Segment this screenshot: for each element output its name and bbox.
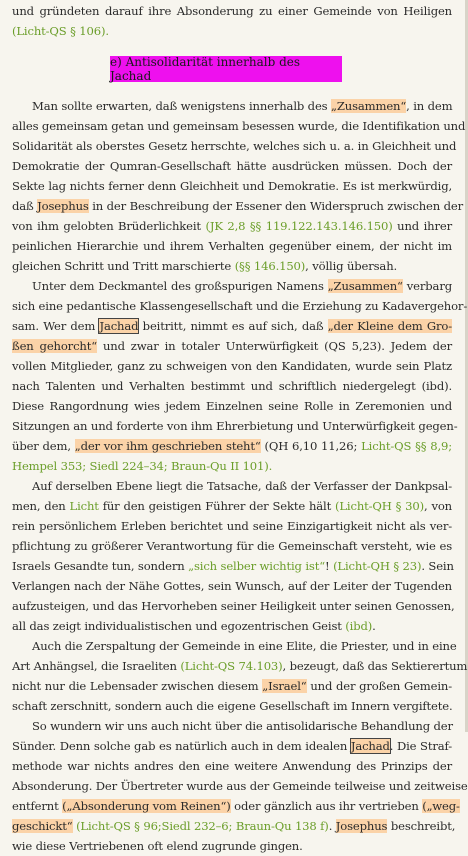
text-segment: Unter dem Deckmantel des großspurigen Namens [32, 279, 328, 293]
text-segment: nicht nur die Lebensader zwischen diesem [12, 679, 263, 693]
text-line [12, 736, 452, 756]
citation-reference: Licht-QS §§ 8,9; [361, 439, 452, 453]
text-segment: Diese Rangordnung wies jedem Einzelnen seine Rolle in Zeremonien und [12, 399, 452, 413]
text-segment: und gründeten darauf ihre Absonderung zu einer Gemeinde von Heiligen [12, 4, 452, 18]
text-line [12, 396, 452, 416]
text-segment: aufzusteigen, und das Hervorheben seiner Heiligkeit unter seinen Genossen, [12, 599, 455, 613]
intro-paragraph [12, 0, 452, 41]
text-segment: ! [325, 559, 334, 573]
text-segment: Sekte lag nichts ferner denn Gleichheit und Demokratie. Es ist merkwürdig, [12, 179, 452, 193]
text-segment: sich eine pedantische Klassengesellschaft und die Erziehung zu Kadavergehor- [12, 299, 468, 313]
text-segment: Sitzungen an und forderte von ihm Ehrerbietung und Unterwürfigkeit gegen- [12, 419, 458, 433]
text-segment: Sünder. Denn solche gab es natürlich auch in dem idealen [12, 739, 351, 753]
text-segment: daß [12, 199, 38, 213]
text-line [12, 796, 460, 816]
text-segment: all das zeigt individualistischen und egozentrischen Geist [12, 619, 346, 633]
text-segment: , bezeugt, daß das Sektierertum [282, 659, 468, 673]
citation-reference: Hempel 353; Siedl 224–34; Braun-Qu II 101). [12, 459, 273, 473]
text-segment: . Die Straf- [389, 739, 452, 753]
citation-reference: (Licht-QH § 30) [335, 499, 425, 513]
text-line [12, 656, 468, 676]
text-segment: , völlig übersah. [305, 259, 398, 273]
text-line [12, 216, 452, 236]
text-line [12, 256, 452, 276]
section-heading-text: e) Antisolidarität innerhalb des Jachad [110, 55, 301, 83]
text-segment: und der großen Gemein- [306, 679, 452, 693]
text-line [12, 776, 468, 796]
text-line [12, 616, 452, 636]
text-segment: . [328, 819, 336, 833]
text-line [12, 96, 452, 116]
highlighted-term: „Zusammen“ [327, 279, 403, 293]
text-segment: Demokratie der Qumran-Gesellschaft hätte ausdrücken müssen. Doch der [12, 159, 452, 173]
text-segment: Man sollte erwarten, daß wenigstens innerhalb des [32, 99, 331, 113]
text-segment: nach Talenten und Verhalten bestimmt und schriftlich niedergelegt (ibd). [12, 379, 452, 393]
highlighted-term: geschickt“ [12, 819, 73, 833]
text-line [12, 21, 452, 41]
highlighted-term: („weg- [422, 799, 460, 813]
text-segment: . Sein [421, 559, 454, 573]
text-segment: peinlichen Hierarchie und ihrem Verhalten gegenüber einem, der nicht im [12, 239, 452, 253]
highlighted-term: „Israel“ [262, 679, 307, 693]
highlighted-term: ßen gehorcht“ [12, 339, 98, 353]
highlighted-term: Jachad [99, 319, 139, 333]
text-segment: beitritt, nimmt es auf sich, daß [138, 319, 328, 333]
text-line [12, 696, 452, 716]
text-line [12, 716, 452, 736]
text-segment: , in dem [406, 99, 453, 113]
highlighted-term: Josephus [37, 199, 89, 213]
text-segment: oder gänzlich aus ihr vertrieben [230, 799, 423, 813]
highlighted-term: „der Kleine dem Gro- [327, 319, 452, 333]
text-line [12, 156, 452, 176]
citation-reference: Licht [69, 499, 99, 513]
text-line [12, 376, 452, 396]
text-segment: über dem, [12, 439, 75, 453]
text-segment: Absonderung. Der Übertreter wurde aus der Gemeinde teilweise und zeitweise [12, 779, 468, 793]
citation-reference: (Licht-QS § 106). [12, 24, 109, 38]
highlighted-term: („Absonderung vom Reinen“) [62, 799, 231, 813]
text-line [12, 756, 452, 776]
text-segment: rein persönlichem Erleben berichtet und seine Einzigartigkeit nicht als ver- [12, 519, 452, 533]
highlighted-term: „Zusammen“ [331, 99, 407, 113]
text-line [12, 596, 455, 616]
highlighted-term: Jachad [350, 739, 390, 753]
text-line [12, 196, 463, 216]
text-line [12, 316, 452, 336]
text-segment: Israels Gesandte tun, sondern [12, 559, 189, 573]
text-segment: von ihm gelobten Brüderlichkeit [12, 219, 206, 233]
text-segment: entfernt [12, 799, 63, 813]
text-line [12, 536, 452, 556]
text-segment: sam. Wer dem [12, 319, 100, 333]
text-segment: Art Anhängsel, die Israeliten [12, 659, 181, 673]
text-segment: Auch die Zerspaltung der Gemeinde in eine Elite, die Priester, und in eine [32, 639, 457, 653]
citation-reference: (Licht-QS 74.103) [180, 659, 283, 673]
text-line [12, 456, 452, 476]
text-segment: und zwar in totaler Unterwürfigkeit (QS 5,23). Jedem der [97, 339, 452, 353]
text-line [12, 576, 452, 596]
text-line [12, 116, 466, 136]
text-line [12, 136, 457, 156]
text-line [12, 276, 452, 296]
text-segment: men, den [12, 499, 70, 513]
citation-reference: (JK 2,8 §§ 119.122.143.146.150) [205, 219, 393, 233]
text-segment: verbarg [402, 279, 452, 293]
text-line [12, 336, 452, 356]
text-segment: So wundern wir uns auch nicht über die antisolidarische Behandlung der [32, 719, 453, 733]
text-line [12, 496, 452, 516]
text-segment: pflichtung zu größerer Verantwortung für die Gemeinschaft versteht, wie es [12, 539, 452, 553]
text-segment: Auf derselben Ebene liegt die Tatsache, daß der Verfasser der Dankpsal- [32, 479, 452, 493]
highlighted-term: „der vor ihm geschrieben steht“ [74, 439, 261, 453]
text-segment: (QH 6,10 11,26; [260, 439, 362, 453]
text-segment: methode war nichts andres den eine weitere Anwendung des Prinzips der [12, 759, 452, 773]
citation-reference: (Licht-QS § 96;Siedl 232–6; Braun-Qu 138 f) [76, 819, 329, 833]
text-line [12, 236, 452, 256]
document-page [12, 0, 468, 856]
text-line [12, 816, 456, 836]
text-line [12, 416, 458, 436]
citation-reference: „sich selber wichtig ist“ [188, 559, 326, 573]
highlighted-term: Josephus [335, 819, 388, 833]
text-segment: beschreibt, [387, 819, 456, 833]
text-segment: in der Beschreibung der Essener den Widerspruch zwischen der [88, 199, 463, 213]
text-line [12, 636, 457, 656]
text-line [12, 676, 452, 696]
text-segment: vollen Mitglieder, ganz zu schweigen von den Kandidaten, wurde sein Platz [12, 359, 452, 373]
text-segment: , von [424, 499, 452, 513]
text-line [12, 556, 452, 576]
text-line [12, 436, 452, 456]
text-line [12, 1, 452, 21]
section-body [12, 96, 468, 856]
text-line [12, 176, 452, 196]
text-line [12, 836, 452, 856]
citation-reference: (§§ 146.150) [234, 259, 306, 273]
text-segment: schaft zerschnitt, sondern auch die eigene Gesellschaft im Innern vergiftete. [12, 699, 453, 713]
text-segment: gleichen Schritt und Tritt marschierte [12, 259, 235, 273]
text-line [12, 356, 452, 376]
text-line [12, 516, 452, 536]
citation-reference: (Licht-QH § 23) [333, 559, 422, 573]
text-segment: für den geistigen Führer der Sekte hält [98, 499, 335, 513]
text-line [12, 476, 452, 496]
citation-reference: (ibd) [345, 619, 373, 633]
text-segment: Verlangen nach der Nähe Gottes, sein Wunsch, auf der Leiter der Tugenden [12, 579, 452, 593]
text-segment: wie diese Vertriebenen oft elend zugrunde gingen. [12, 839, 303, 853]
text-segment: alles gemeinsam getan und gemeinsam besessen wurde, die Identifikation und [12, 119, 466, 133]
text-segment: und ihrer [392, 219, 452, 233]
text-line [12, 296, 468, 316]
section-heading [110, 56, 342, 82]
text-segment: . [372, 619, 376, 633]
text-segment: Solidarität als oberstes Gesetz herrschte, welches sich u. a. in Gleichheit und [12, 139, 457, 153]
